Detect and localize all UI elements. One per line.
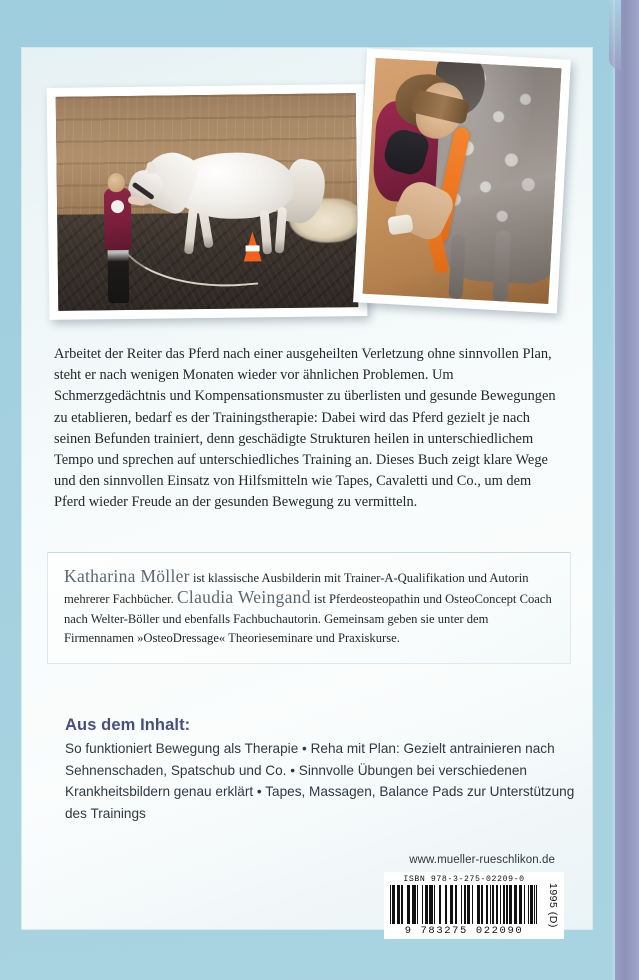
contents-section [65, 716, 585, 824]
price-code-block [542, 872, 564, 939]
author-name-katharina-moeller: Katharina Möller [64, 566, 190, 586]
cover-content-panel [22, 48, 592, 937]
handler-head [108, 173, 125, 192]
isbn-label: ISBN 978-3-275-02209-0 [403, 875, 525, 884]
author-bio-text [64, 567, 556, 649]
barcode-main [384, 872, 542, 939]
price-code-text: 1995 (D) [547, 883, 559, 928]
author-name-claudia-weingand: Claudia Weingand [176, 587, 311, 608]
bio-sentence-1: ist klassische Ausbilderin mit Trainer-A-Qualifikation und Autorin mehrerer Fachbücher. [64, 571, 529, 607]
contents-list: So funktioniert Bewegung als Therapie • Reha mit Plan: Gezielt antrainieren nach Sehnenschaden, Spatschub und Co. • Sinnvolle Übungen bei verschiedenen Krankheitsbildern genau erklärt • Tapes, Massagen, Balance Pads zur Unterstützung des Trainings [65, 741, 575, 821]
blurb-text: Arbeitet der Reiter das Pferd nach einer ausgeheilten Verletzung ohne sinnvollen Plan, steht er nach wenigen Monaten wieder vor ähnlichen Problemen. Um Schmerzgedächtnis und Kompensationsmuster zu überlisten und gesunde Bewegungen zu etablieren, bedarf es der Trainingstherapie: Dabei wird das Pferd gezielt je nach seinen Befunden trainiert, denn geschädigte Strukturen heilen in unterschiedlichem Tempo und sprechen auf unterschiedliches Training an. Dieses Buch zeigt klare Wege und den sinnvollen Einsatz von Hilfsmitteln wie Tapes, Cavaletti und Co., um dem Pferd wieder Freude an der gesunden Bewegung zu vermitteln. [54, 346, 556, 511]
training-cone [243, 231, 261, 261]
photo-collage [22, 48, 592, 320]
book-spine-edge [615, 0, 639, 980]
back-cover-blurb [54, 344, 560, 514]
bio-sentence-2: ist Pferdeosteopathin und OsteoConcept Coach nach Welter-Böller und ebenfalls Fachbuchautorin. Gemeinsam geben sie unter dem Firmennamen »OsteoDressage« Theorieseminare und Praxiskurse. [64, 592, 552, 646]
barcode-bar [536, 885, 537, 924]
spine-highlight [611, 0, 615, 980]
ean13-barcode [390, 885, 538, 924]
taping-photo [353, 49, 571, 314]
publisher-website: www.mueller-rueschlikon.de [409, 854, 555, 866]
barcode-digits: 9 783275 022090 [404, 925, 524, 937]
tape-roll [388, 214, 414, 235]
author-bio-box [47, 552, 571, 664]
contents-heading: Aus dem Inhalt: [65, 716, 191, 734]
lunging-photo [47, 84, 368, 320]
barcode-block [384, 872, 564, 939]
vest-logo [110, 200, 123, 213]
handler-vest [103, 188, 131, 250]
